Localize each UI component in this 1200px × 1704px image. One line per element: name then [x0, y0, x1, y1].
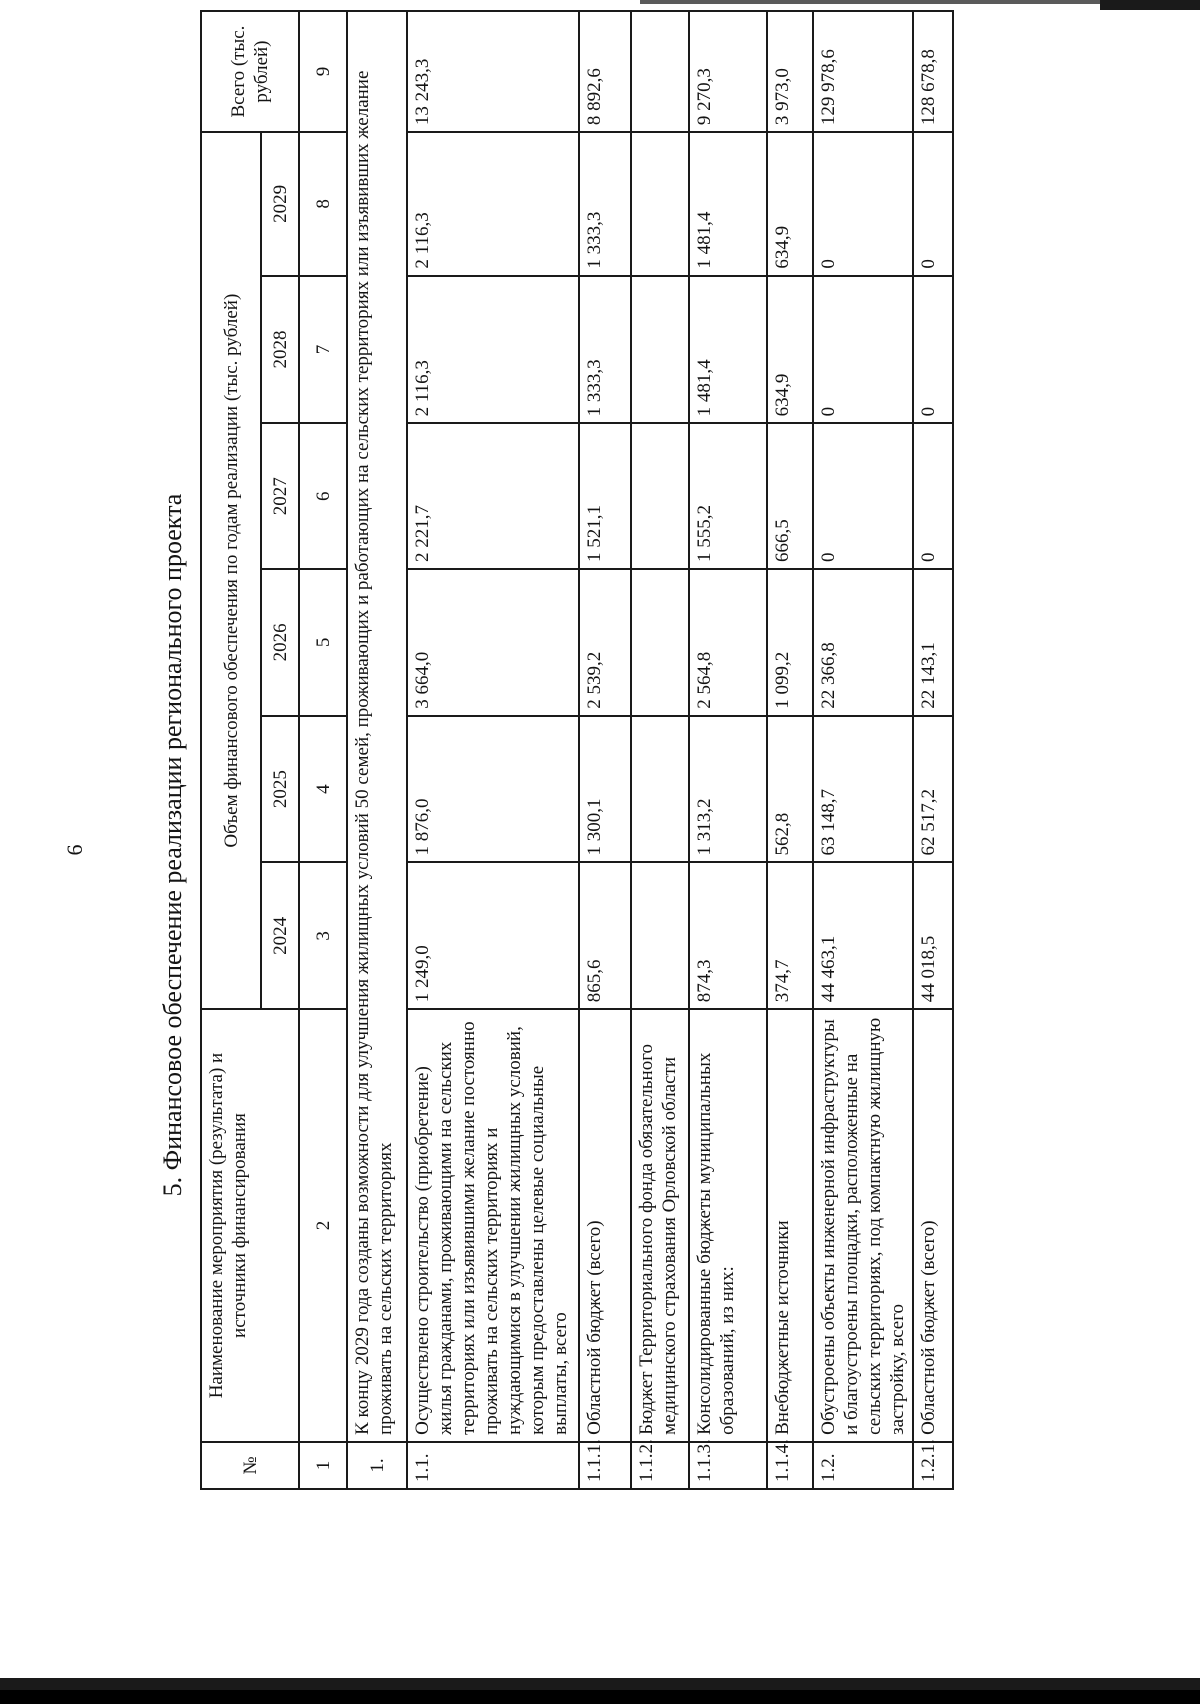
- section-text: К концу 2029 года созданы возможности для улучшения жилищных условий 50 семей, проживающих и работающих на сельских территориях или изъявивших желание проживать на сельских территориях: [347, 11, 407, 1442]
- row-total: 129 978,6: [813, 11, 913, 132]
- row-value: 0: [813, 423, 913, 569]
- row-total: 13 243,3: [407, 11, 579, 132]
- row-value: 2 564,8: [689, 569, 767, 716]
- row-value: 0: [813, 132, 913, 276]
- table-row: [579, 11, 631, 1489]
- column-number: 6: [299, 423, 347, 569]
- column-number: 5: [299, 569, 347, 716]
- row-value: 0: [813, 276, 913, 424]
- table-row: [767, 11, 813, 1489]
- row-value: 62 517,2: [913, 716, 953, 863]
- row-value: 1 249,0: [407, 862, 579, 1009]
- row-value: 634,9: [767, 276, 813, 424]
- row-value: 44 018,5: [913, 862, 953, 1009]
- row-value: 2 539,2: [579, 569, 631, 716]
- row-name: Внебюджетные источники: [767, 1009, 813, 1442]
- header-year: 2026: [261, 569, 299, 716]
- row-value: 1 099,2: [767, 569, 813, 716]
- row-value: 2 221,7: [407, 423, 579, 569]
- header-year: 2024: [261, 862, 299, 1009]
- table-row: [689, 11, 767, 1489]
- row-total: 9 270,3: [689, 11, 767, 132]
- row-name: Обустроены объекты инженерной инфраструктуры и благоустроены площадки, расположенные на сельских территориях, под компактную жилищную застройку, всего: [813, 1009, 913, 1442]
- row-name: Осуществлено строительство (приобретение) жилья гражданами, проживающими на сельских территориях или изъявившими желание постоянно проживать на сельских территориях и нуждающимися в улучшении жилищных условий, которым предоставлены целевые социальные выплаты, всего: [407, 1009, 579, 1442]
- row-value: 44 463,1: [813, 862, 913, 1009]
- row-value: 865,6: [579, 862, 631, 1009]
- section-row: [347, 11, 407, 1489]
- row-value: 63 148,7: [813, 716, 913, 863]
- row-value: [631, 276, 689, 424]
- row-num: 1.2.: [813, 1442, 913, 1489]
- section-heading: 5. Финансовое обеспечение реализации регионального проекта: [158, 493, 187, 1197]
- row-value: 22 143,1: [913, 569, 953, 716]
- row-value: [631, 423, 689, 569]
- row-value: 874,3: [689, 862, 767, 1009]
- row-name: Областной бюджет (всего): [579, 1009, 631, 1442]
- row-total: 128 678,8: [913, 11, 953, 132]
- row-value: 1 481,4: [689, 276, 767, 424]
- table-row: [813, 11, 913, 1489]
- column-numbers-row: [299, 11, 347, 1489]
- row-value: 1 300,1: [579, 716, 631, 863]
- row-value: 0: [913, 423, 953, 569]
- row-value: 1 333,3: [579, 276, 631, 424]
- row-value: 1 313,2: [689, 716, 767, 863]
- row-value: 634,9: [767, 132, 813, 276]
- table-row: [631, 11, 689, 1489]
- row-value: 1 521,1: [579, 423, 631, 569]
- row-total: 8 892,6: [579, 11, 631, 132]
- header-name: Наименование мероприятия (результата) и источники финансирования: [201, 1009, 299, 1442]
- row-value: 374,7: [767, 862, 813, 1009]
- page-number: 6: [62, 844, 87, 856]
- row-value: 0: [913, 132, 953, 276]
- row-value: 1 481,4: [689, 132, 767, 276]
- scan-edge-bottom-dark: [0, 1690, 1200, 1704]
- row-value: 22 366,8: [813, 569, 913, 716]
- header-num: №: [201, 1442, 299, 1489]
- row-value: 3 664,0: [407, 569, 579, 716]
- header-year: 2025: [261, 716, 299, 863]
- header-volume: Объем финансового обеспечения по годам реализации (тыс. рублей): [201, 132, 261, 1009]
- column-number: 7: [299, 276, 347, 424]
- table-row: [407, 11, 579, 1489]
- row-name: Консолидированные бюджеты муниципальных образований, из них:: [689, 1009, 767, 1442]
- row-total: [631, 11, 689, 132]
- row-num: 1.1.1.: [579, 1442, 631, 1489]
- header-year: 2029: [261, 132, 299, 276]
- row-name: Бюджет Территориального фонда обязательного медицинского страхования Орловской области: [631, 1009, 689, 1442]
- row-value: 666,5: [767, 423, 813, 569]
- row-num: 1.2.1.: [913, 1442, 953, 1489]
- row-value: [631, 862, 689, 1009]
- row-value: 0: [913, 276, 953, 424]
- header-year: 2027: [261, 423, 299, 569]
- column-number: 3: [299, 862, 347, 1009]
- row-value: 562,8: [767, 716, 813, 863]
- row-value: 1 333,3: [579, 132, 631, 276]
- row-value: [631, 569, 689, 716]
- row-num: 1.1.3.: [689, 1442, 767, 1489]
- header-total: Всего (тыс. рублей): [201, 11, 299, 132]
- row-value: 2 116,3: [407, 276, 579, 424]
- header-row: [201, 11, 261, 1489]
- row-value: [631, 132, 689, 276]
- header-year: 2028: [261, 276, 299, 424]
- financing-table: [200, 10, 954, 1490]
- row-num: 1.1.4.: [767, 1442, 813, 1489]
- row-num: 1.1.: [407, 1442, 579, 1489]
- column-number: 4: [299, 716, 347, 863]
- column-number: 2: [299, 1009, 347, 1442]
- row-total: 3 973,0: [767, 11, 813, 132]
- column-number: 8: [299, 132, 347, 276]
- row-value: 2 116,3: [407, 132, 579, 276]
- column-number: 1: [299, 1442, 347, 1489]
- row-value: 1 876,0: [407, 716, 579, 863]
- table-row: [913, 11, 953, 1489]
- column-number: 9: [299, 11, 347, 132]
- row-num: 1.1.2.: [631, 1442, 689, 1489]
- row-value: 1 555,2: [689, 423, 767, 569]
- section-num: 1.: [347, 1442, 407, 1489]
- row-value: [631, 716, 689, 863]
- row-name: Областной бюджет (всего): [913, 1009, 953, 1442]
